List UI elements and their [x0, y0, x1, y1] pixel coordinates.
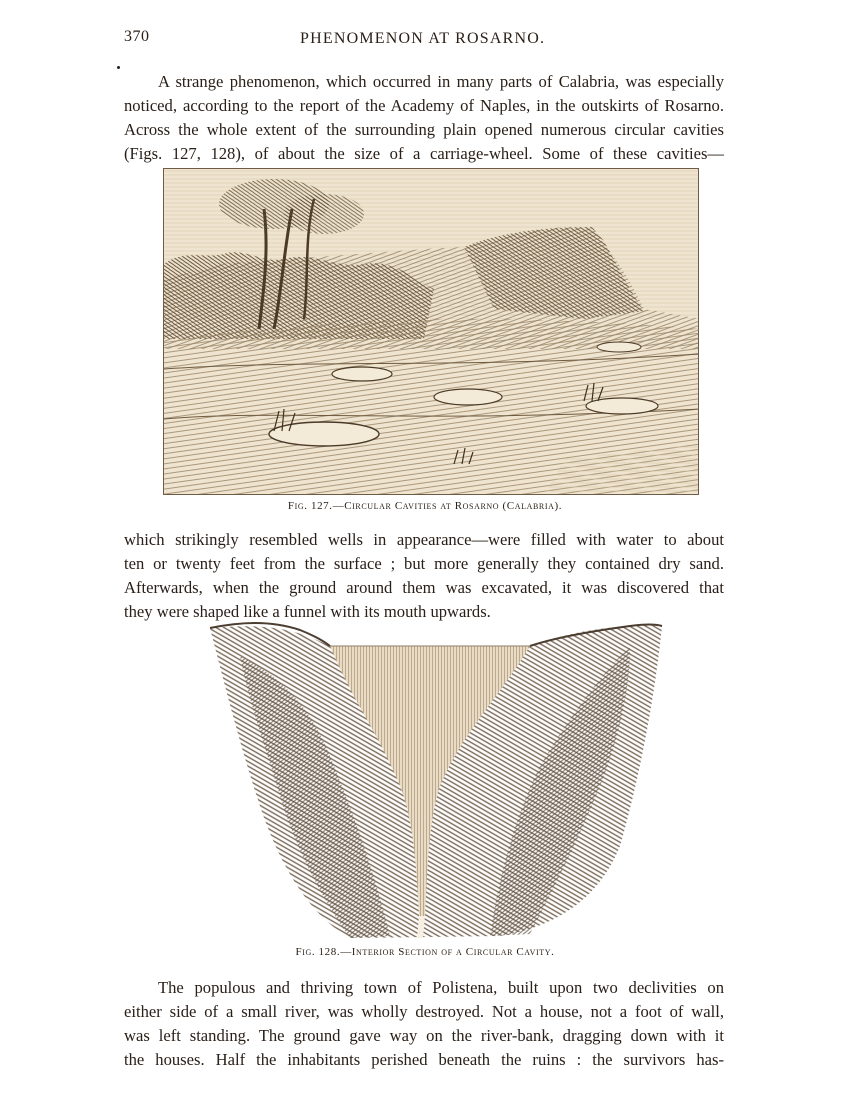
paragraph-line: they were shaped like a funnel with its mouth upwards. [124, 602, 491, 621]
paragraph-line: ten or twenty feet from the surface ; but more generally they contained dry sand. [124, 554, 724, 573]
figure-128-cross-section [200, 616, 670, 941]
paragraph-1 [124, 70, 724, 166]
page-number: 370 [124, 28, 150, 45]
figure-127-engraving [163, 168, 699, 495]
paragraph-line: the houses. Half the inhabitants perished beneath the ruins : the survivors has- [124, 1050, 724, 1069]
margin-mark [117, 66, 120, 69]
paragraph-line: noticed, according to the report of the Academy of Naples, in the outskirts of Rosarno. [124, 96, 724, 115]
paragraph-line: (Figs. 127, 128), of about the size of a carriage-wheel. Some of these cavities— [124, 144, 724, 163]
paragraph-2 [124, 528, 724, 624]
paragraph-line: either side of a small river, was wholly destroyed. Not a house, not a foot of wall, [124, 1002, 724, 1021]
paragraph-line: which strikingly resembled wells in appearance—were filled with water to about [124, 530, 724, 549]
running-title: PHENOMENON AT ROSARNO. [300, 30, 546, 47]
paragraph-line: A strange phenomenon, which occurred in many parts of Calabria, was especially [158, 72, 724, 91]
paragraph-line: The populous and thriving town of Polistena, built upon two declivities on [158, 978, 724, 997]
paragraph-line: Afterwards, when the ground around them was excavated, it was discovered that [124, 578, 724, 597]
paragraph-line: was left standing. The ground gave way on the river-bank, dragging down with it [124, 1026, 724, 1045]
figure-127-caption: Fig. 127.—Circular Cavities at Rosarno (Calabria). [287, 500, 563, 512]
paragraph-line: Across the whole extent of the surrounding plain opened numerous circular cavities [124, 120, 724, 139]
paragraph-3 [124, 976, 724, 1072]
figure-128-caption: Fig. 128.—Interior Section of a Circular Cavity. [295, 946, 555, 958]
